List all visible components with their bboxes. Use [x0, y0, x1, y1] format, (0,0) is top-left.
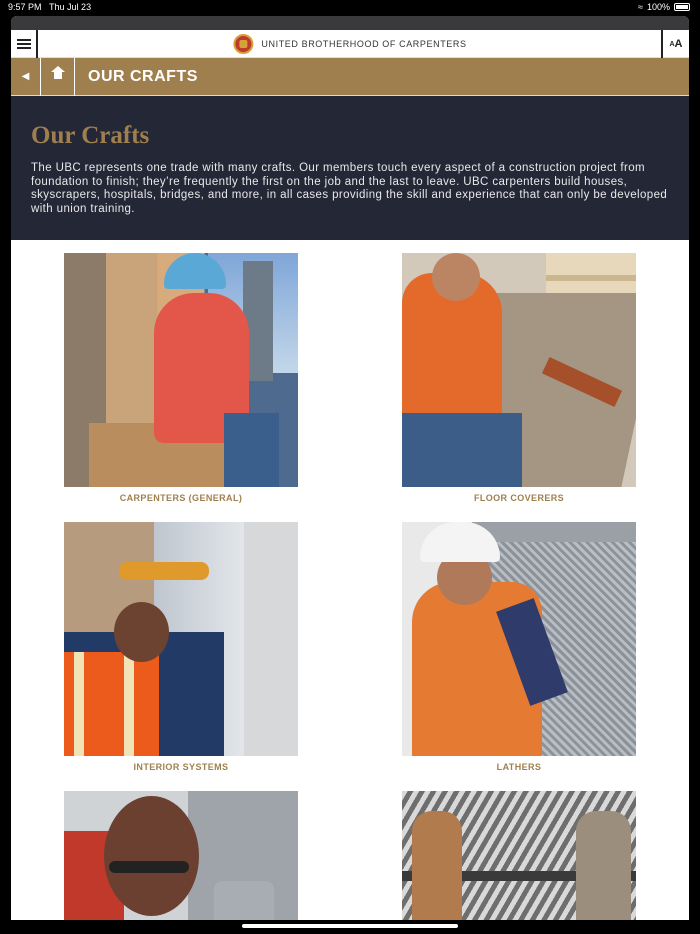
home-button[interactable]	[41, 58, 75, 96]
back-button[interactable]	[11, 58, 41, 96]
hero-title: Our Crafts	[31, 122, 150, 149]
craft-card-interior-systems[interactable]	[64, 522, 298, 772]
craft-card-carpenters[interactable]	[64, 253, 298, 503]
text-size-button[interactable]: A A	[661, 30, 689, 58]
page-title: OUR CRAFTS	[88, 67, 198, 85]
craft-card-5[interactable]	[64, 791, 298, 920]
craft-photo[interactable]	[64, 253, 298, 487]
craft-photo[interactable]	[402, 253, 636, 487]
app-window	[11, 16, 689, 920]
back-arrow-icon: ◀	[21, 71, 30, 82]
wifi-icon: ≈	[638, 2, 643, 12]
craft-card-lathers[interactable]	[402, 522, 636, 772]
craft-label[interactable]: LATHERS	[496, 762, 542, 772]
craft-label[interactable]: INTERIOR SYSTEMS	[133, 762, 229, 772]
brand-name: UNITED BROTHERHOOD OF CARPENTERS	[261, 38, 467, 49]
home-indicator[interactable]	[242, 924, 458, 928]
craft-card-floor-coverers[interactable]	[402, 253, 636, 503]
brand[interactable]	[233, 34, 466, 54]
ubc-logo-icon	[233, 34, 253, 54]
craft-label[interactable]: CARPENTERS (GENERAL)	[119, 493, 243, 503]
menu-button[interactable]	[11, 30, 38, 58]
top-strip	[11, 16, 689, 30]
status-bar	[0, 0, 700, 16]
craft-photo[interactable]	[64, 522, 298, 756]
status-time: 9:57 PM Thu Jul 23	[8, 2, 92, 12]
home-icon	[52, 72, 64, 82]
hero-section	[11, 96, 689, 240]
battery-percent: 100%	[646, 2, 670, 12]
battery-icon	[674, 3, 690, 11]
craft-label[interactable]: FLOOR COVERERS	[473, 493, 565, 503]
craft-photo[interactable]	[402, 791, 636, 920]
hero-description: The UBC represents one trade with many crafts. Our members touch every aspect of a construction project from foundation to finish; they’re frequently the first on the job and the last to leave. UBC carpenters build houses, skyscrapers, hospitals, bridges, and more, in all cases providing the skill and experience that can only be developed with union training.	[31, 162, 668, 215]
app-bar	[11, 30, 689, 58]
craft-photo[interactable]	[402, 522, 636, 756]
craft-photo[interactable]	[64, 791, 298, 920]
status-right	[638, 2, 690, 12]
craft-card-6[interactable]	[402, 791, 636, 920]
nav-bar	[11, 58, 689, 96]
hamburger-menu-icon	[17, 43, 31, 45]
